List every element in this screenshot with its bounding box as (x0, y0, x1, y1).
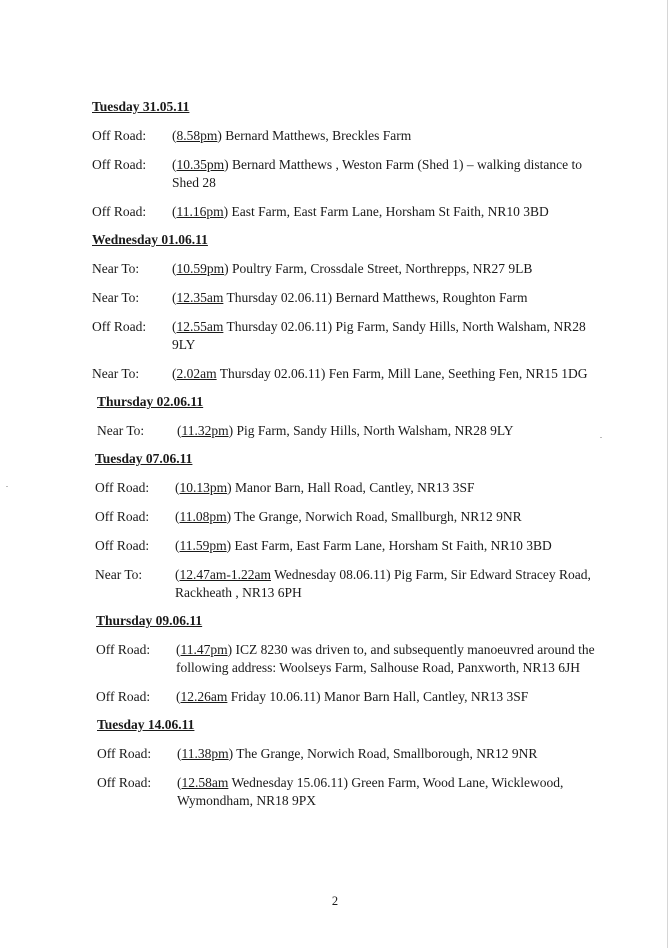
open-paren: ( (176, 689, 181, 704)
location-type: Near To: (92, 366, 140, 381)
sighting-entry (92, 260, 612, 278)
entry-location: ) The Grange, Norwich Road, Smallborough, NR12 9NR (228, 746, 538, 761)
date-section (92, 99, 612, 221)
location-type: Off Road: (95, 509, 150, 524)
location-type: Off Road: (92, 128, 147, 143)
entry-time: 10.35pm (176, 157, 225, 172)
location-type: Off Road: (97, 775, 152, 790)
scan-edge-line (667, 0, 668, 948)
entry-time: 11.38pm (181, 746, 229, 761)
entry-location: ) Bernard Matthews, Breckles Farm (217, 128, 412, 143)
open-paren: ( (172, 261, 177, 276)
entry-time: 11.47pm (180, 642, 228, 657)
entry-time: 12.26am (180, 689, 228, 704)
entry-location: Friday 10.06.11) Manor Barn Hall, Cantley, NR13 3SF (227, 689, 529, 704)
date-section (92, 232, 612, 383)
location-type: Off Road: (92, 204, 147, 219)
entry-description (175, 537, 612, 555)
entry-time: 12.47am-1.22am (179, 567, 271, 582)
entry-time: 12.35am (176, 290, 224, 305)
entry-description (172, 289, 612, 307)
entry-time: 10.59pm (176, 261, 225, 276)
entry-description (175, 508, 612, 526)
date-heading: Wednesday 01.06.11 (92, 232, 208, 247)
sighting-entry (92, 318, 612, 354)
entry-description (177, 745, 612, 763)
date-section (97, 394, 612, 440)
location-type: Off Road: (96, 689, 151, 704)
entry-time: 11.08pm (179, 509, 227, 524)
location-type: Off Road: (95, 480, 150, 495)
entry-description (176, 688, 612, 706)
document-body (92, 99, 612, 821)
sighting-entry (96, 688, 612, 706)
entry-description (177, 774, 612, 810)
location-type: Off Road: (97, 746, 152, 761)
entry-description (172, 260, 612, 278)
sighting-entry (92, 203, 612, 221)
sighting-entry (95, 566, 612, 602)
entry-location: ) ICZ 8230 was driven to, and subsequently manoeuvred around the following address: Woolseys Farm, Salhouse Road, Panxworth, NR13 6JH (176, 642, 595, 675)
open-paren: ( (172, 204, 177, 219)
sighting-entry (95, 479, 612, 497)
entry-description (172, 203, 612, 221)
entry-time: 8.58pm (176, 128, 218, 143)
entry-time: 12.55am (176, 319, 224, 334)
entry-time: 11.32pm (181, 423, 229, 438)
sighting-entry (92, 156, 612, 192)
open-paren: ( (175, 538, 180, 553)
location-type: Near To: (97, 423, 145, 438)
location-type: Off Road: (95, 538, 150, 553)
location-type: Off Road: (92, 319, 147, 334)
entry-location: Wednesday 15.06.11) Green Farm, Wood Lane, Wicklewood, Wymondham, NR18 9PX (177, 775, 564, 808)
date-heading: Thursday 02.06.11 (97, 394, 204, 409)
entry-description (172, 156, 612, 192)
location-type: Off Road: (96, 642, 151, 657)
entry-description (172, 318, 612, 354)
entry-time: 11.59pm (179, 538, 227, 553)
entry-location: ) Pig Farm, Sandy Hills, North Walsham, NR28 9LY (228, 423, 514, 438)
open-paren: ( (176, 642, 181, 657)
entry-location: ) The Grange, Norwich Road, Smallburgh, NR12 9NR (226, 509, 522, 524)
sighting-entry (97, 774, 612, 810)
date-heading: Tuesday 07.06.11 (95, 451, 193, 466)
open-paren: ( (172, 366, 177, 381)
date-section (96, 613, 612, 706)
entry-description (175, 479, 612, 497)
entry-description (172, 127, 612, 145)
entry-location: ) Poultry Farm, Crossdale Street, Northrepps, NR27 9LB (224, 261, 533, 276)
location-type: Near To: (92, 261, 140, 276)
date-section (97, 717, 612, 810)
open-paren: ( (172, 290, 177, 305)
entry-location: ) East Farm, East Farm Lane, Horsham St Faith, NR10 3BD (226, 538, 552, 553)
location-type: Near To: (92, 290, 140, 305)
sighting-entry (95, 537, 612, 555)
sighting-entry (97, 422, 612, 440)
sighting-entry (95, 508, 612, 526)
entry-location: Thursday 02.06.11) Bernard Matthews, Roughton Farm (223, 290, 528, 305)
page-number: 2 (331, 894, 339, 908)
open-paren: ( (175, 509, 180, 524)
open-paren: ( (172, 157, 177, 172)
entry-location: Thursday 02.06.11) Fen Farm, Mill Lane, Seething Fen, NR15 1DG (216, 366, 588, 381)
open-paren: ( (172, 128, 177, 143)
entry-location: Thursday 02.06.11) Pig Farm, Sandy Hills, North Walsham, NR28 9LY (172, 319, 586, 352)
open-paren: ( (175, 480, 180, 495)
date-heading: Tuesday 31.05.11 (92, 99, 190, 114)
entry-location: ) Bernard Matthews , Weston Farm (Shed 1) – walking distance to Shed 28 (172, 157, 582, 190)
open-paren: ( (177, 746, 182, 761)
date-heading: Thursday 09.06.11 (96, 613, 203, 628)
entry-location: ) East Farm, East Farm Lane, Horsham St Faith, NR10 3BD (223, 204, 549, 219)
date-section (95, 451, 612, 602)
sighting-entry (92, 127, 612, 145)
entry-time: 10.13pm (179, 480, 228, 495)
entry-description (175, 566, 612, 602)
sighting-entry (96, 641, 612, 677)
sighting-entry (92, 289, 612, 307)
open-paren: ( (177, 775, 182, 790)
entry-time: 2.02am (176, 366, 217, 381)
location-type: Off Road: (92, 157, 147, 172)
open-paren: ( (175, 567, 180, 582)
location-type: Near To: (95, 567, 143, 582)
entry-time: 11.16pm (176, 204, 224, 219)
open-paren: ( (172, 319, 177, 334)
entry-location: Wednesday 08.06.11) Pig Farm, Sir Edward Stracey Road, Rackheath , NR13 6PH (175, 567, 591, 600)
open-paren: ( (177, 423, 182, 438)
entry-description (176, 641, 612, 677)
entry-description (177, 422, 612, 440)
scan-speck (6, 486, 8, 487)
date-heading: Tuesday 14.06.11 (97, 717, 195, 732)
sighting-entry (92, 365, 612, 383)
entry-time: 12.58am (181, 775, 229, 790)
entry-location: ) Manor Barn, Hall Road, Cantley, NR13 3SF (227, 480, 475, 495)
sighting-entry (97, 745, 612, 763)
entry-description (172, 365, 612, 383)
